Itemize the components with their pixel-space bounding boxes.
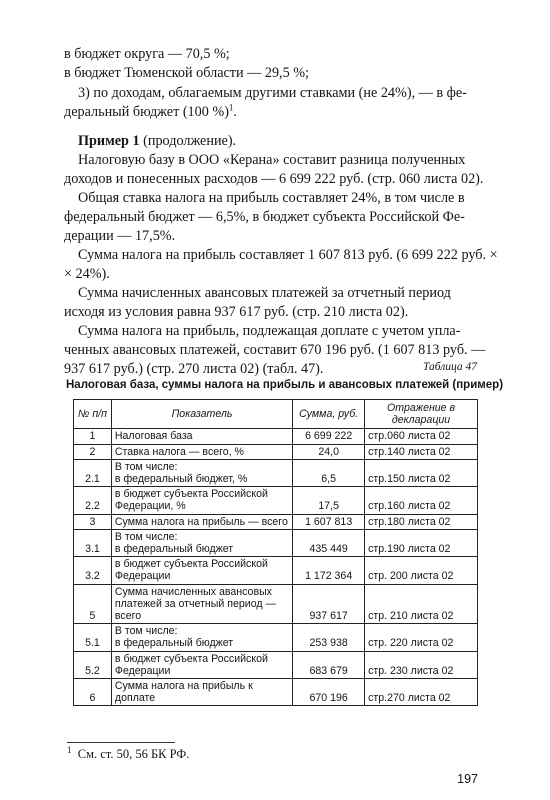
footnote-mark: 1 bbox=[67, 744, 72, 755]
row-reflection: стр. 230 листа 02 bbox=[365, 651, 478, 678]
table-row bbox=[74, 557, 478, 584]
row-number: 2.2 bbox=[74, 487, 112, 514]
row-reflection: стр.150 листа 02 bbox=[365, 459, 478, 486]
page-number: 197 bbox=[457, 772, 478, 786]
text-line: Общая ставка налога на прибыль составляет 24%, в том числе в bbox=[78, 190, 465, 206]
text-line: федеральный бюджет — 6,5%, в бюджет субъекта Российской Фе- bbox=[64, 209, 465, 225]
row-sum: 24,0 bbox=[293, 444, 365, 459]
row-indicator bbox=[111, 529, 292, 556]
text-line: Сумма начисленных авансовых платежей за отчетный период bbox=[78, 285, 451, 301]
text-fragment: . bbox=[233, 104, 237, 120]
row-reflection: стр.190 листа 02 bbox=[365, 529, 478, 556]
table-number: Таблица 47 bbox=[422, 361, 477, 373]
row-reflection: стр.270 листа 02 bbox=[365, 679, 478, 706]
row-indicator bbox=[111, 459, 292, 486]
row-number: 1 bbox=[74, 429, 112, 444]
text-line bbox=[64, 103, 237, 121]
row-number: 2 bbox=[74, 444, 112, 459]
text-fragment: деральный бюджет (100 %) bbox=[64, 104, 229, 120]
footnote-divider bbox=[67, 742, 175, 743]
row-indicator: в бюджет субъекта Российской Федерации bbox=[111, 557, 292, 584]
table-row bbox=[74, 444, 478, 459]
row-number: 3.2 bbox=[74, 557, 112, 584]
row-indicator-prefix: В том числе: bbox=[114, 625, 178, 638]
footnote-text: См. ст. 50, 56 БК РФ. bbox=[77, 747, 190, 761]
text-line: в бюджет округа — 70,5 %; bbox=[64, 46, 230, 62]
row-number: 5.1 bbox=[74, 624, 112, 651]
row-number: 2.1 bbox=[74, 459, 112, 486]
footnote bbox=[67, 744, 190, 762]
example-label: Пример 1 bbox=[78, 133, 140, 149]
row-number: 5 bbox=[74, 584, 112, 624]
text-line: Сумма налога на прибыль, подлежащая доплате с учетом упла- bbox=[78, 323, 461, 339]
table-header-row bbox=[74, 400, 478, 429]
table-row bbox=[74, 487, 478, 514]
row-indicator-prefix: В том числе: bbox=[114, 460, 178, 473]
row-sum: 670 196 bbox=[293, 679, 365, 706]
row-indicator: Ставка налога — всего, % bbox=[111, 444, 292, 459]
column-header-reflection: Отражение в декларации bbox=[365, 400, 478, 429]
text-line: в бюджет Тюменской области — 29,5 %; bbox=[64, 65, 310, 81]
text-line: доходов и понесенных расходов — 6 699 222 руб. (стр. 060 листа 02). bbox=[64, 171, 484, 187]
text-line: Сумма налога на прибыль составляет 1 607 813 руб. (6 699 222 руб. × bbox=[78, 247, 498, 263]
row-sum: 6,5 bbox=[293, 459, 365, 486]
row-reflection: стр. 210 листа 02 bbox=[365, 584, 478, 624]
row-indicator: в бюджет субъекта Российской Федерации, % bbox=[111, 487, 292, 514]
row-reflection: стр. 200 листа 02 bbox=[365, 557, 478, 584]
row-indicator: Налоговая база bbox=[111, 429, 292, 444]
table-row bbox=[74, 459, 478, 486]
row-sum: 1 607 813 bbox=[293, 514, 365, 529]
text-line: 937 617 руб.) (стр. 270 листа 02) (табл. 47). bbox=[64, 361, 324, 377]
row-indicator: Сумма налога на прибыль к доплате bbox=[111, 679, 292, 706]
column-header-sum: Сумма, руб. bbox=[293, 400, 365, 429]
row-sum: 937 617 bbox=[293, 584, 365, 624]
row-reflection: стр.140 листа 02 bbox=[365, 444, 478, 459]
column-header-indicator: Показатель bbox=[111, 400, 292, 429]
row-sum: 1 172 364 bbox=[293, 557, 365, 584]
row-number: 6 bbox=[74, 679, 112, 706]
row-sum: 683 679 bbox=[293, 651, 365, 678]
row-indicator-prefix: В том числе: bbox=[114, 530, 178, 543]
row-sum: 435 449 bbox=[293, 529, 365, 556]
row-indicator-text: в федеральный бюджет, % bbox=[114, 473, 248, 486]
row-sum: 17,5 bbox=[293, 487, 365, 514]
table-title: Налоговая база, суммы налога на прибыль и авансовых платежей (пример) bbox=[66, 379, 504, 391]
row-sum: 6 699 222 bbox=[293, 429, 365, 444]
text-line: 3) по доходам, облагаемым другими ставками (не 24%), — в фе- bbox=[78, 85, 467, 101]
data-table bbox=[73, 399, 478, 706]
row-number: 3.1 bbox=[74, 529, 112, 556]
row-sum: 253 938 bbox=[293, 624, 365, 651]
text-line: ченных авансовых платежей, составит 670 196 руб. (1 607 813 руб. — bbox=[64, 342, 486, 358]
row-indicator-text: в федеральный бюджет bbox=[114, 543, 234, 556]
text-line: Налоговую базу в ООО «Керана» составит разница полученных bbox=[78, 152, 466, 168]
row-indicator: в бюджет субъекта Российской Федерации bbox=[111, 651, 292, 678]
footnote-marker: 1 bbox=[228, 102, 234, 113]
example-note: (продолжение). bbox=[139, 133, 237, 149]
row-indicator: Сумма налога на прибыль — всего bbox=[111, 514, 292, 529]
table-row bbox=[74, 679, 478, 706]
table-row bbox=[74, 584, 478, 624]
text-line: исходя из условия равна 937 617 руб. (стр. 210 листа 02). bbox=[64, 304, 409, 320]
row-number: 3 bbox=[74, 514, 112, 529]
table-row bbox=[74, 529, 478, 556]
text-line: дерации — 17,5%. bbox=[64, 228, 176, 244]
row-indicator-text: в федеральный бюджет bbox=[114, 637, 234, 650]
table-row bbox=[74, 514, 478, 529]
example-heading bbox=[78, 132, 236, 150]
table-row bbox=[74, 651, 478, 678]
table-row bbox=[74, 429, 478, 444]
row-reflection: стр. 220 листа 02 bbox=[365, 624, 478, 651]
row-indicator: Сумма начисленных авансовых платежей за отчетный период — всего bbox=[111, 584, 292, 624]
table-row bbox=[74, 624, 478, 651]
row-number: 5.2 bbox=[74, 651, 112, 678]
column-header-num: № п/п bbox=[74, 400, 112, 429]
row-reflection: стр.180 листа 02 bbox=[365, 514, 478, 529]
row-indicator bbox=[111, 624, 292, 651]
row-reflection: стр.160 листа 02 bbox=[365, 487, 478, 514]
text-line: × 24%). bbox=[64, 266, 110, 282]
row-reflection: стр.060 листа 02 bbox=[365, 429, 478, 444]
